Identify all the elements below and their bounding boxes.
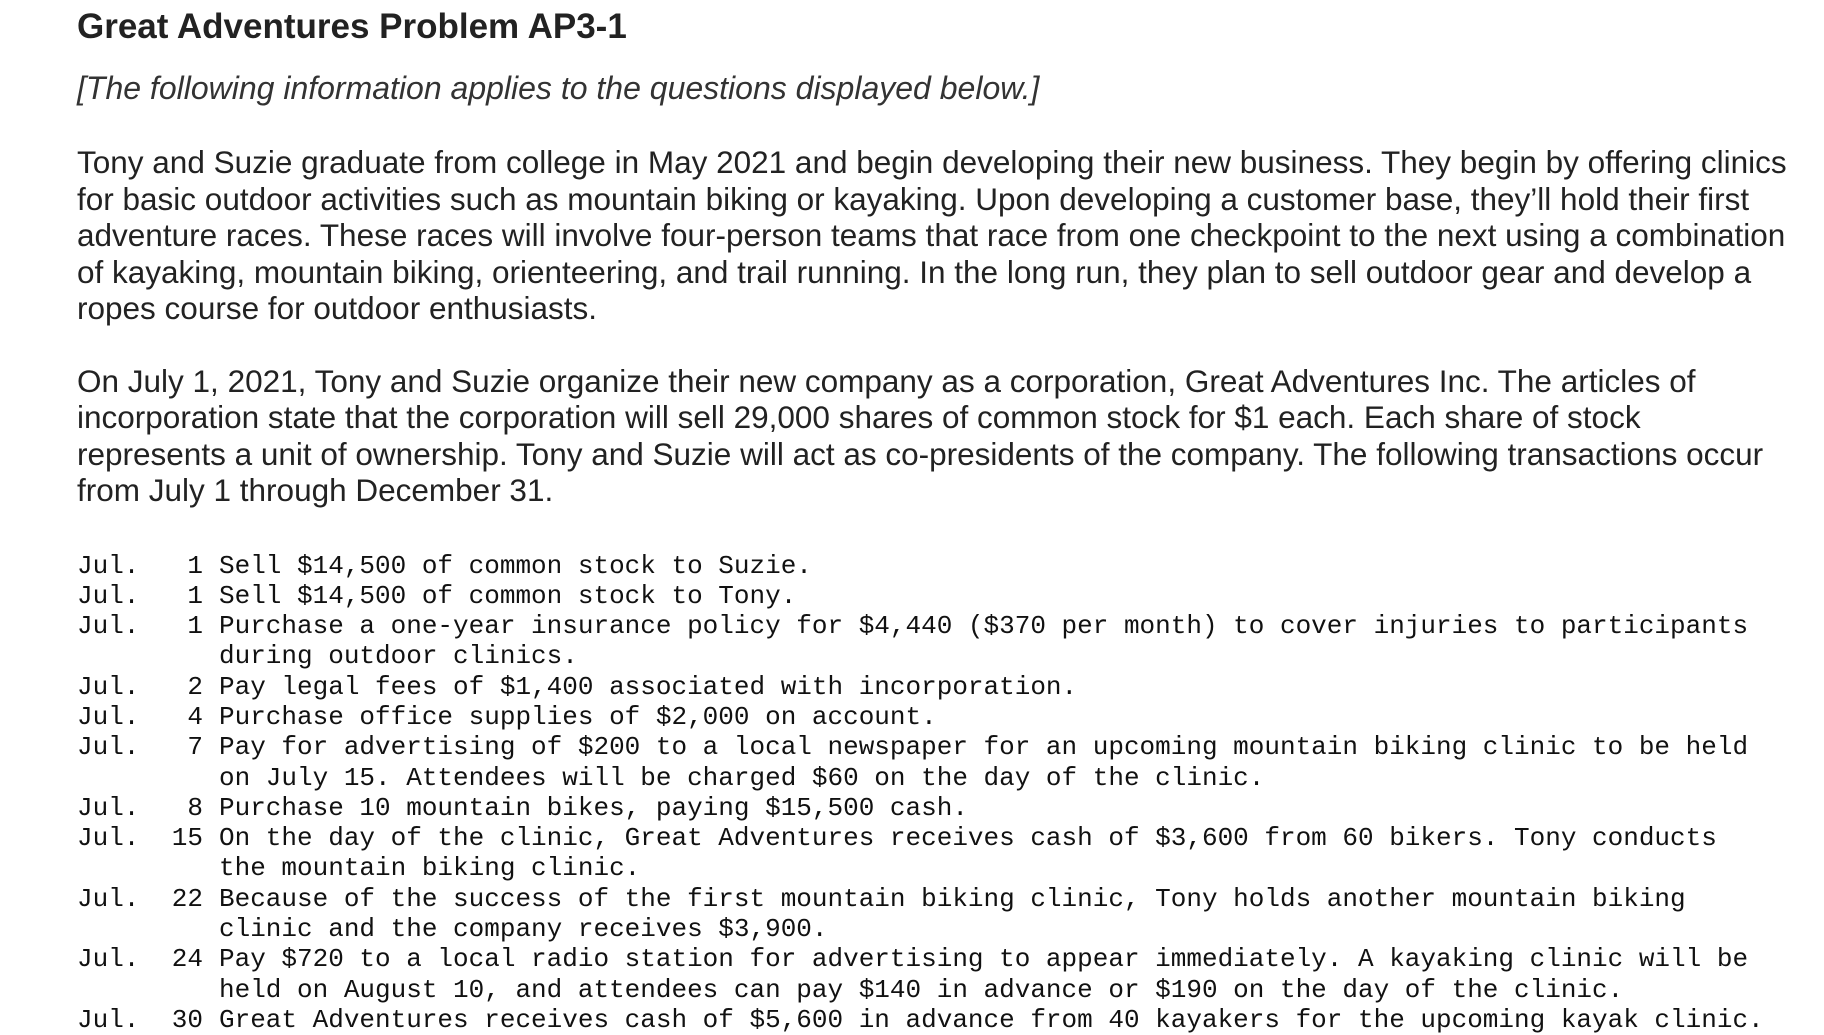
transaction-month: Jul. [77, 702, 171, 732]
transaction-month: Jul. [77, 944, 171, 1005]
transaction-day: 22 [171, 884, 203, 945]
table-row [77, 551, 1779, 581]
transaction-description: Purchase office supplies of $2,000 on account. [203, 702, 1779, 732]
transaction-month: Jul. [77, 793, 171, 823]
transaction-description: Sell $14,500 of common stock to Suzie. [203, 551, 1779, 581]
transaction-day: 30 [171, 1005, 203, 1035]
table-row [77, 793, 1779, 823]
intro-note: [The following information applies to the questions displayed below.] [77, 68, 1797, 108]
transaction-description: Purchase 10 mountain bikes, paying $15,500 cash. [203, 793, 1779, 823]
transaction-month: Jul. [77, 581, 171, 611]
transaction-description: On the day of the clinic, Great Adventures receives cash of $3,600 from 60 bikers. Tony conducts the mountain biking clinic. [203, 823, 1779, 884]
transaction-month: Jul. [77, 823, 171, 884]
table-row [77, 732, 1779, 793]
table-row [77, 611, 1779, 672]
transactions-table [77, 551, 1779, 1035]
transaction-description: Pay for advertising of $200 to a local newspaper for an upcoming mountain biking clinic to be held on July 15. Attendees will be charged $60 on the day of the clinic. [203, 732, 1779, 793]
transaction-day: 1 [171, 581, 203, 611]
transaction-month: Jul. [77, 611, 171, 672]
table-row [77, 944, 1779, 1005]
table-row [77, 581, 1779, 611]
transaction-description: Pay legal fees of $1,400 associated with incorporation. [203, 672, 1779, 702]
transaction-description: Great Adventures receives cash of $5,600 in advance from 40 kayakers for the upcoming kayak clinic. [203, 1005, 1779, 1035]
transaction-description: Because of the success of the first mountain biking clinic, Tony holds another mountain biking clinic and the company receives $3,900. [203, 884, 1779, 945]
transaction-day: 1 [171, 551, 203, 581]
transaction-month: Jul. [77, 732, 171, 793]
transaction-description: Pay $720 to a local radio station for advertising to appear immediately. A kayaking clinic will be held on August 10, and attendees can pay $140 in advance or $190 on the day of the clinic. [203, 944, 1779, 1005]
transaction-month: Jul. [77, 884, 171, 945]
page-title: Great Adventures Problem AP3-1 [77, 2, 1797, 52]
transaction-day: 7 [171, 732, 203, 793]
problem-page [77, 0, 1797, 1035]
transaction-month: Jul. [77, 551, 171, 581]
table-row [77, 1005, 1779, 1035]
incorporation-description: On July 1, 2021, Tony and Suzie organize their new company as a corporation, Great Adventures Inc. The articles of incorporation state that the corporation will sell 29,000 shares of common stock for $1 each. Each share of stock represents a unit of ownership. Tony and Suzie will act as co-presidents of the company. The following transactions occur from July 1 through December 31. [77, 363, 1797, 509]
table-row [77, 823, 1779, 884]
transaction-day: 2 [171, 672, 203, 702]
transaction-day: 24 [171, 944, 203, 1005]
transaction-day: 4 [171, 702, 203, 732]
table-row [77, 884, 1779, 945]
table-row [77, 672, 1779, 702]
transaction-month: Jul. [77, 672, 171, 702]
transaction-description: Sell $14,500 of common stock to Tony. [203, 581, 1779, 611]
transaction-day: 8 [171, 793, 203, 823]
business-description: Tony and Suzie graduate from college in May 2021 and begin developing their new business. They begin by offering clinics for basic outdoor activities such as mountain biking or kayaking. Upon developing a customer base, they’ll hold their first adventure races. These races will involve four-person teams that race from one checkpoint to the next using a combination of kayaking, mountain biking, orienteering, and trail running. In the long run, they plan to sell outdoor gear and develop a ropes course for outdoor enthusiasts. [77, 144, 1797, 327]
transaction-day: 15 [171, 823, 203, 884]
transaction-day: 1 [171, 611, 203, 672]
transaction-description: Purchase a one-year insurance policy for $4,440 ($370 per month) to cover injuries to participants during outdoor clinics. [203, 611, 1779, 672]
table-row [77, 702, 1779, 732]
transaction-month: Jul. [77, 1005, 171, 1035]
